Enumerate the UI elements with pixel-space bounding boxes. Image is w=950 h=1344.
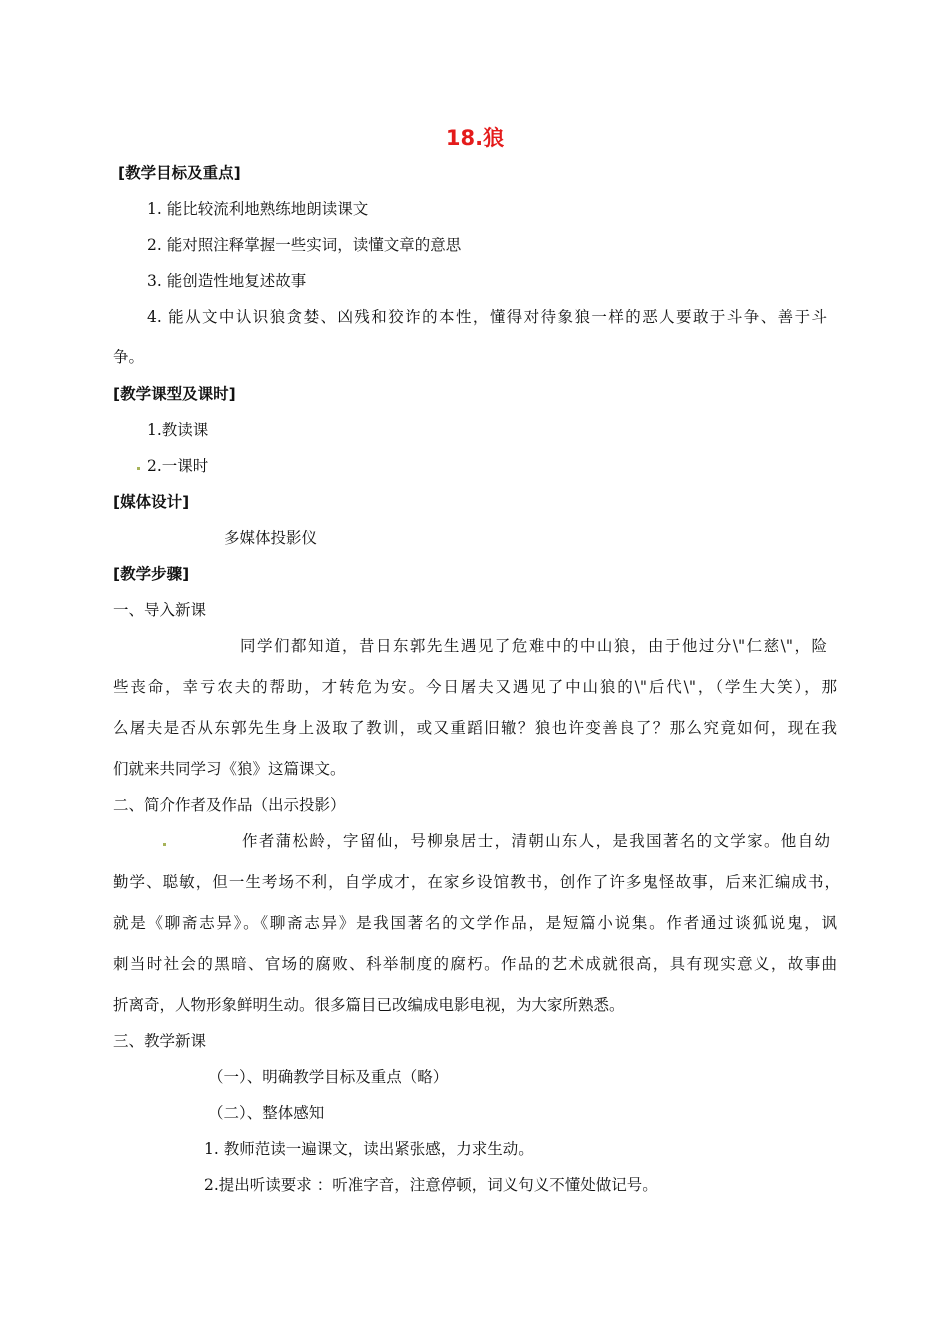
media-header: [媒体设计]	[113, 493, 190, 511]
step3-sub2: （二）、整体感知	[208, 1104, 325, 1122]
step1-title: 一、导入新课	[113, 601, 207, 619]
goal-item-2: 2. 能对照注释掌握一些实词，读懂文章的意思	[147, 236, 462, 254]
step2-line-1: 作者蒲松龄，字留仙，号柳泉居士，清朝山东人，是我国著名的文学家。他自幼	[242, 832, 830, 850]
step2-line-4: 刺当时社会的黑暗、官场的腐败、科举制度的腐朽。作品的艺术成就很高，具有现实意义，故事曲	[113, 955, 837, 973]
step1-line-4: 们就来共同学习《狼》这篇课文。	[113, 760, 346, 778]
step2-line-2: 勤学、聪敏，但一生考场不利，自学成才，在家乡设馆教书，创作了许多鬼怪故事，后来汇编成书，	[113, 873, 840, 891]
media-text: 多媒体投影仪	[224, 529, 318, 547]
step2-line-5: 折离奇，人物形象鲜明生动。很多篇目已改编成电影电视，为大家所熟悉。	[113, 996, 625, 1014]
step2-line-3: 就是《聊斋志异》。《聊斋志异》是我国著名的文学作品，是短篇小说集。作者通过谈狐说鬼，讽	[113, 914, 837, 932]
step1-line-1: 同学们都知道，昔日东郭先生遇见了危难中的中山狼，由于他过分\"仁慈\"，险	[240, 637, 827, 655]
step3-sub1: （一）、明确教学目标及重点（略）	[208, 1068, 449, 1086]
type-item-1: 1.教读课	[147, 421, 209, 439]
type-header: [教学课型及课时]	[113, 385, 236, 403]
step1-line-2: 些丧命，幸亏农夫的帮助，才转危为安。今日屠夫又遇见了中山狼的\"后代\"，（学生大笑），那	[113, 678, 837, 696]
steps-header: [教学步骤]	[113, 565, 190, 583]
goal-item-3: 3. 能创造性地复述故事	[147, 272, 307, 290]
goal-item-4-cont: 争。	[113, 348, 145, 366]
step3-item-1: 1. 教师范读一遍课文，读出紧张感，力求生动。	[204, 1140, 534, 1158]
goal-item-1: 1. 能比较流利地熟练地朗读课文	[147, 200, 369, 218]
goals-header: [教学目标及重点]	[118, 164, 241, 182]
type-item-2: 2.一课时	[147, 457, 209, 475]
step1-line-3: 么屠夫是否从东郭先生身上汲取了教训，或又重蹈旧辙？狼也许变善良了？那么究竟如何，现在我	[113, 719, 837, 737]
stray-dot-mark	[163, 843, 166, 846]
step3-title: 三、教学新课	[113, 1032, 207, 1050]
step3-item-2: 2.提出听读要求 ：听准字音，注意停顿，词义句义不懂处做记号。	[204, 1176, 658, 1194]
goal-item-4: 4. 能从文中认识狼贪婪、凶残和狡诈的本性，懂得对待象狼一样的恶人要敢于斗争、善于斗	[147, 308, 827, 326]
stray-dot-mark	[137, 467, 140, 470]
step2-title: 二、简介作者及作品（出示投影）	[113, 796, 346, 814]
page-title: 18.狼	[445, 126, 505, 150]
